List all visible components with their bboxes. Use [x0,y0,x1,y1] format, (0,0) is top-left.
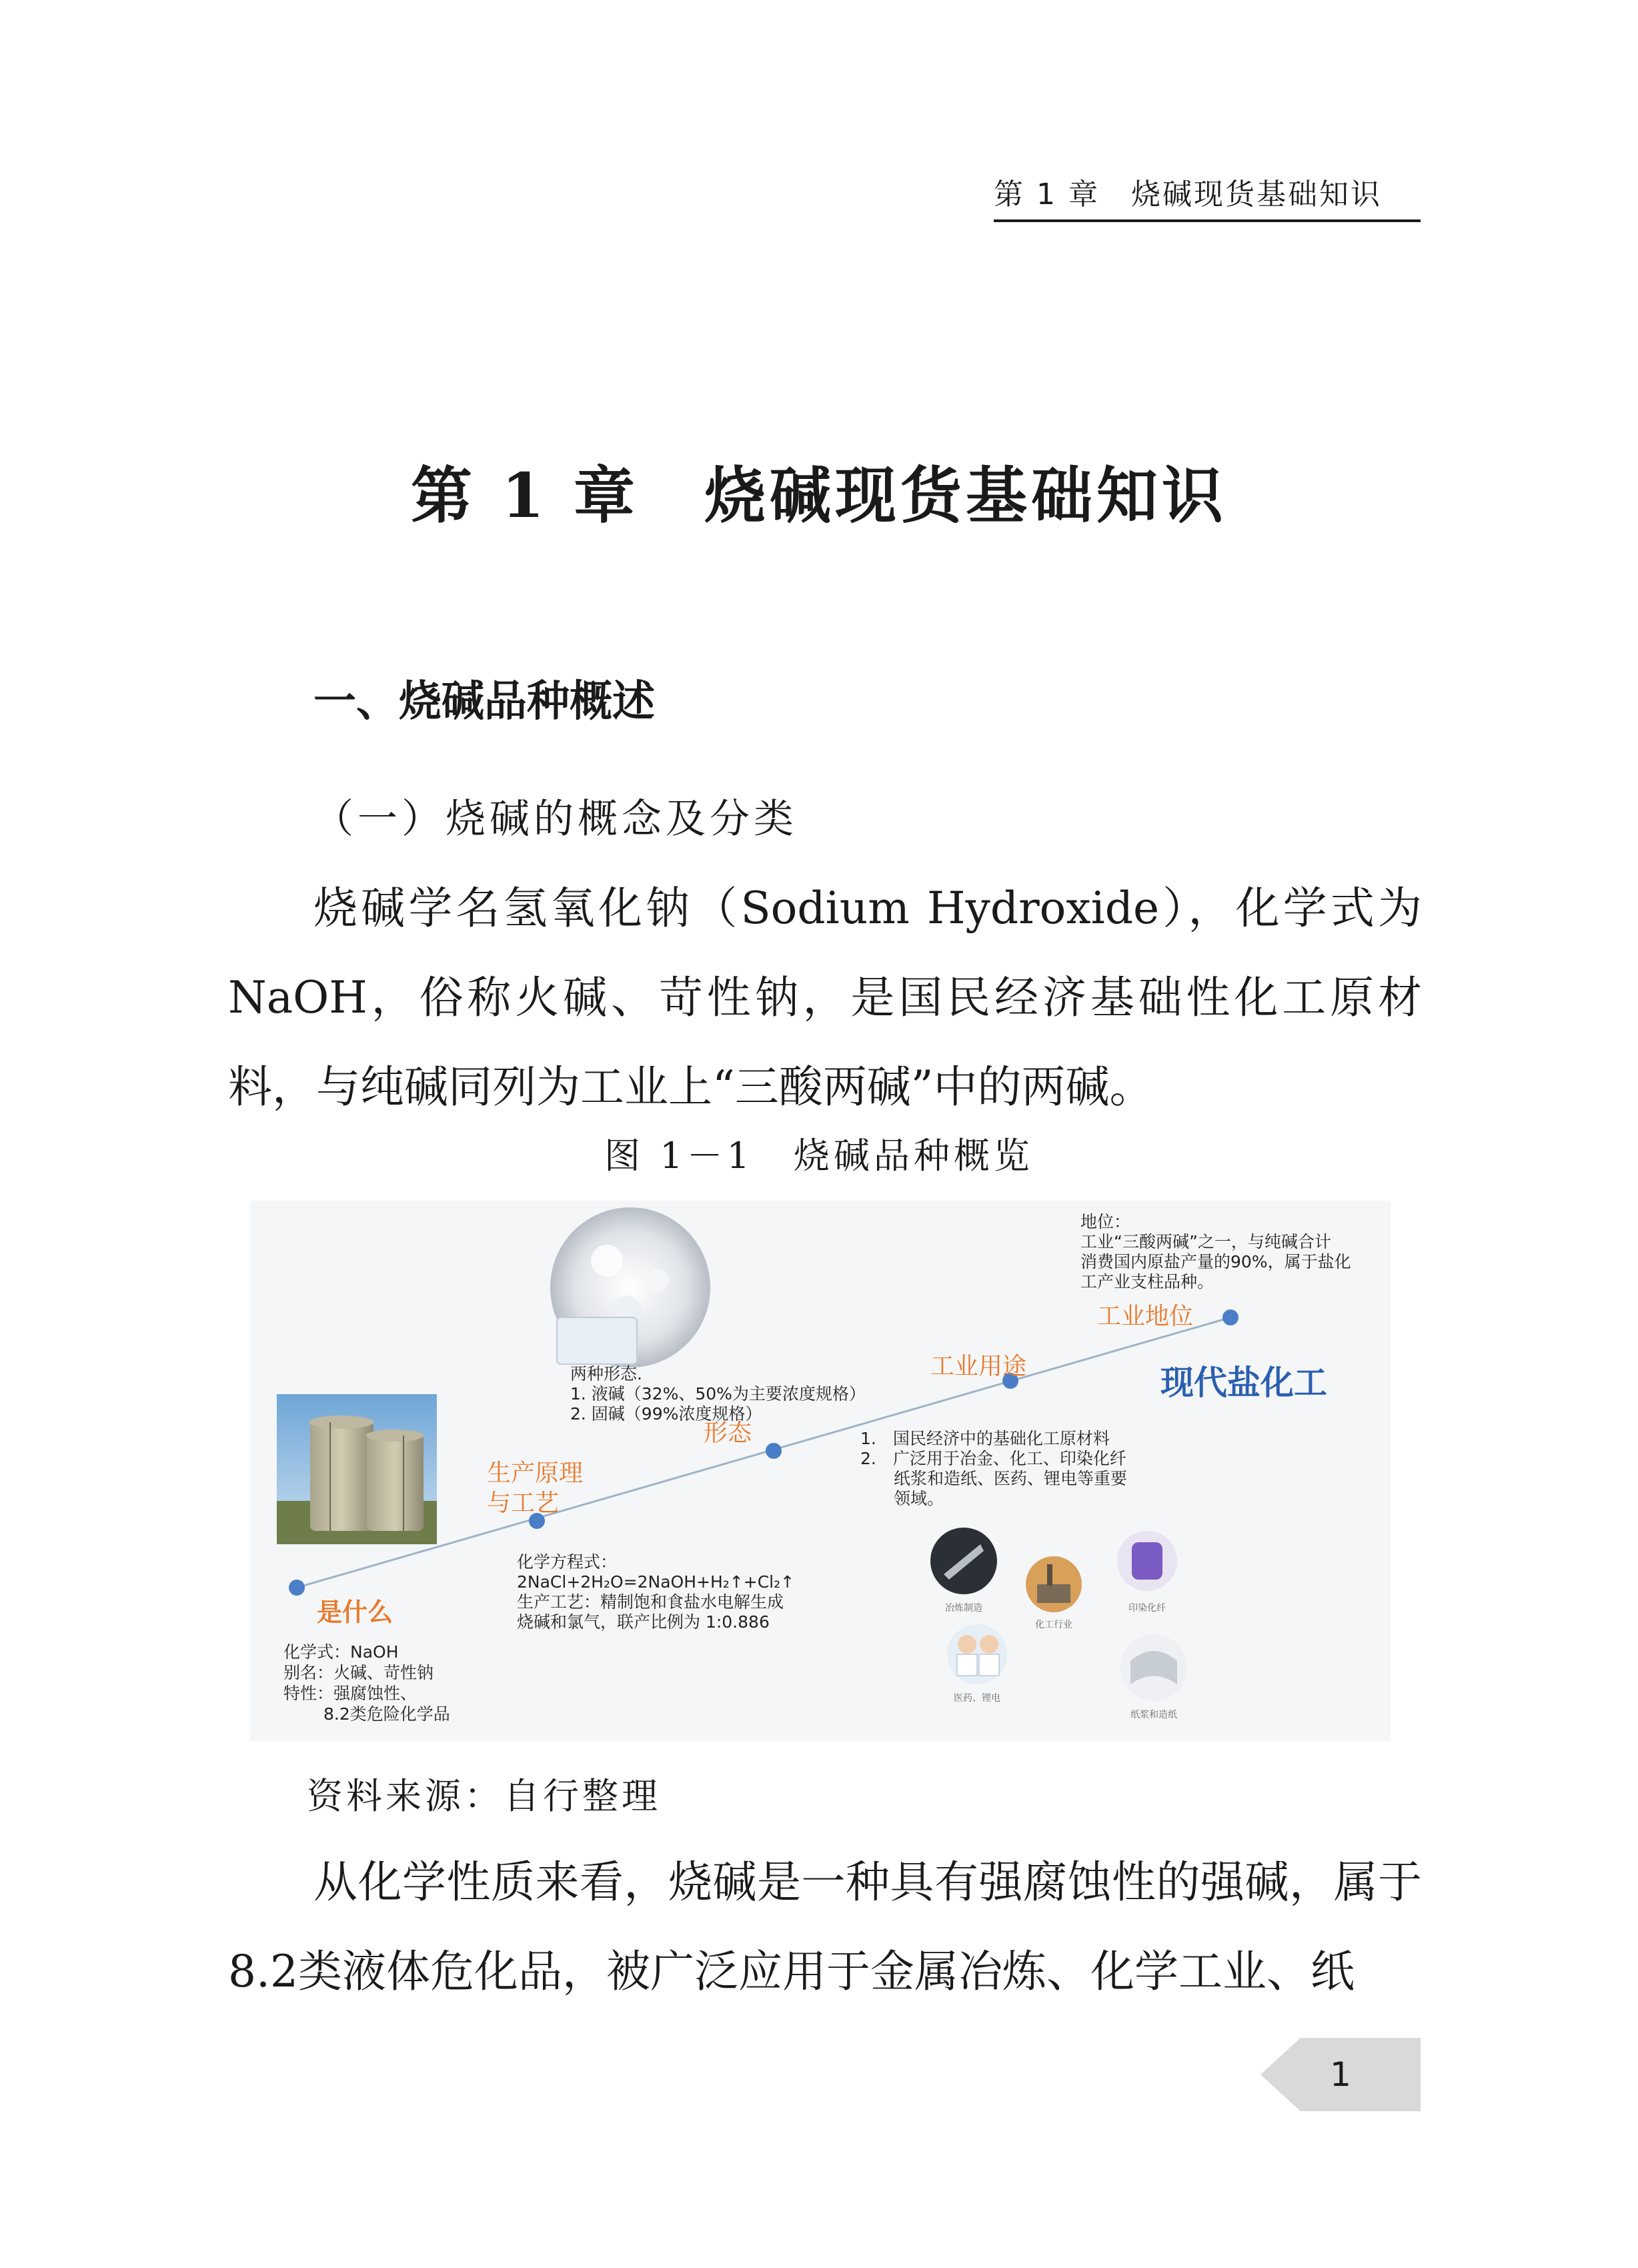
page-number-badge [1261,2035,1421,2115]
running-header: 第 1 章 烧碱现货基础知识 [994,170,1421,222]
stage-label: 形态 [704,1420,752,1447]
stage-details: 地位： 工业“三酸两碱”之一，与纯碱合计 消费国内原盐产量的90%，属于盐化 工产业支柱品种。 [1080,1212,1351,1291]
node-what [289,1580,305,1596]
figure-overview [250,1201,1391,1741]
icon-label: 医药、锂电 [954,1693,1000,1704]
source-note: 资料来源：自行整理 [307,1775,661,1817]
subsection-heading: （一）烧碱的概念及分类 [313,796,798,842]
stage-label: 工业用途 [930,1353,1027,1380]
page-number: 1 [1330,2055,1351,2094]
section-heading: 一、烧碱品种概述 [313,677,655,726]
stage-label: 工业地位 [1097,1303,1194,1330]
icon-label: 纸浆和造纸 [1130,1710,1177,1720]
icon-label: 印染化纤 [1128,1603,1166,1614]
stage-label: 是什么 [317,1598,393,1627]
node-form [766,1443,782,1459]
paragraph-intro [228,864,1422,1132]
banner-text: 现代盐化工 [1160,1363,1327,1402]
stage-details: 1. 国民经济中的基础化工原材料 2. 广泛用于冶金、化工、印染化纤 纸浆和造纸、医药、锂电等重要 领域。 [860,1429,1128,1508]
paragraph-intro-text: 烧碱学名氢氧化钠（Sodium Hydroxide），化学式为NaOH，俗称火碱、苛性钠，是国民经济基础性化工原材料，与纯碱同列为工业上“三酸两碱”中的两碱。 [228,883,1422,1113]
chapter-title: 第 1 章 烧碱现货基础知识 [410,460,1228,532]
figure-caption: 图 1－1 烧碱品种概览 [604,1135,1034,1177]
tank-photo [277,1394,437,1544]
usage-icons [930,1528,1187,1720]
stage-details: 化学方程式： 2NaCl+2H₂O=2NaOH+H₂↑+Cl₂↑ 生产工艺：精制饱和食盐水电解生成 烧碱和氯气，联产比例为 1:0.886 [517,1552,795,1632]
stage-label: 生产原理 [487,1460,584,1487]
crystal-photo [550,1207,710,1367]
paragraph-chemistry [228,1838,1422,2017]
node-status [1222,1309,1239,1325]
icon-label: 化工行业 [1035,1620,1072,1630]
stage-label: 与工艺 [487,1490,560,1517]
stage-details: 两种形态. 1. 液碱（32%、50%为主要浓度规格） 2. 固碱（99%浓度规格） [570,1364,866,1424]
icon-label: 冶炼制造 [945,1603,982,1614]
stage-details: 化学式：NaOH 别名：火碱、苛性钠 特性：强腐蚀性、 8.2类危险化学品 [283,1642,450,1724]
paragraph-chemistry-text: 从化学性质来看，烧碱是一种具有强腐蚀性的强碱，属于8.2类液体危化品，被广泛应用于金属冶炼、化学工业、纸 [228,1856,1422,1997]
figure-infographic [250,1201,1391,1741]
